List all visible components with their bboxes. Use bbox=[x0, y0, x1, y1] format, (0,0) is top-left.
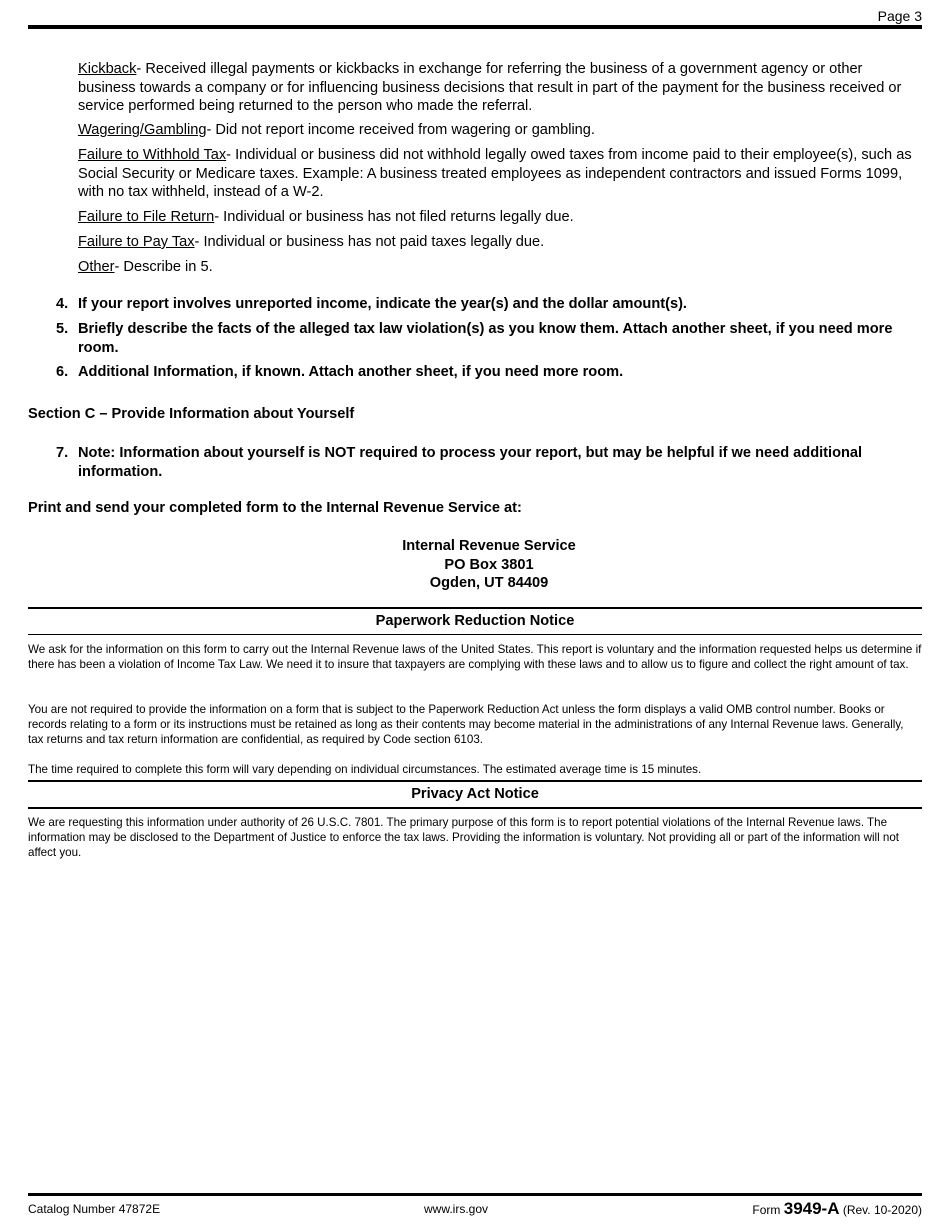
privacy-notice-title: Privacy Act Notice bbox=[411, 786, 539, 802]
definition-failure-to-file bbox=[78, 208, 914, 227]
divider bbox=[28, 807, 922, 809]
question-text: Briefly describe the facts of the alleged tax law violation(s) as you know them. Attach another sheet, if you need more room. bbox=[78, 321, 893, 356]
question-number: 6. bbox=[56, 364, 69, 380]
definition-term: Failure to Pay Tax bbox=[78, 234, 195, 250]
definition-term: Wagering/Gambling bbox=[78, 122, 207, 138]
definition-term: Kickback bbox=[78, 61, 137, 77]
question-number: 7. bbox=[56, 445, 69, 461]
mailing-address bbox=[28, 537, 950, 593]
form-revision: (Rev. 10-2020) bbox=[842, 1203, 922, 1217]
definition-text: - Individual or business did not withhold legally owed taxes from income paid to their employee(s), such as Social Security or Medicare taxes. Example: A business treated employees as independent contractors and issued Forms 1099, with no tax withheld, instead of a W-2. bbox=[78, 147, 912, 200]
question-text: Additional Information, if known. Attach another sheet, if you need more room. bbox=[78, 364, 624, 380]
definition-term: Failure to File Return bbox=[78, 209, 215, 225]
website-link[interactable]: www.irs.gov bbox=[424, 1202, 489, 1216]
paperwork-paragraph: The time required to complete this form will vary depending on individual circumstances. The estimated average time is 15 minutes. bbox=[28, 763, 702, 776]
question-text: Note: Information about yourself is NOT required to process your report, but may be helpful if we need additional information. bbox=[78, 445, 863, 480]
page-footer bbox=[28, 1199, 922, 1219]
definition-text: - Individual or business has not paid taxes legally due. bbox=[194, 234, 545, 250]
definition-failure-to-pay bbox=[78, 233, 914, 252]
divider bbox=[28, 634, 922, 635]
question-5 bbox=[56, 320, 918, 358]
question-6 bbox=[56, 363, 918, 382]
definition-kickback bbox=[78, 60, 914, 116]
definition-text: - Received illegal payments or kickbacks in exchange for referring the business of a government agency or other business towards a company or for influencing business decisions that result in part of the payment for the business received or service performed being returned to the person who made the referral. bbox=[78, 61, 902, 114]
section-c-title: Section C – Provide Information about Yourself bbox=[28, 406, 355, 422]
page-header bbox=[28, 6, 922, 24]
divider bbox=[28, 607, 922, 609]
form-number: 3949-A bbox=[783, 1199, 840, 1218]
address-city: Ogden, UT 84409 bbox=[429, 575, 549, 592]
header-rule bbox=[28, 25, 922, 29]
question-7 bbox=[56, 444, 918, 482]
paperwork-notice-title: Paperwork Reduction Notice bbox=[375, 613, 575, 629]
address-po-box: PO Box 3801 bbox=[444, 556, 534, 573]
definition-text: - Did not report income received from wagering or gambling. bbox=[206, 122, 595, 138]
definition-term: Failure to Withhold Tax bbox=[78, 147, 227, 163]
question-text: If your report involves unreported income, indicate the year(s) and the dollar amount(s). bbox=[78, 296, 687, 312]
form-identifier bbox=[752, 1199, 922, 1219]
paperwork-paragraph: You are not required to provide the information on a form that is subject to the Paperwork Reduction Act unless the form displays a valid OMB control number. Books or records relating to a form or its instructions must be retained as long as their contents may become material in the administrations of any Internal Revenue laws. Generally, tax returns and tax return information are confidential, as required by Code section 6103. bbox=[28, 703, 904, 747]
paperwork-paragraph: We ask for the information on this form to carry out the Internal Revenue laws of the United States. This report is voluntary and the information requested helps us determine if there has been a violation of Income Tax Law. We need it to insure that taxpayers are complying with these laws and to allow us to figure and collect the right amount of tax. bbox=[28, 643, 922, 672]
page-number: Page 3 bbox=[877, 8, 922, 24]
definition-failure-to-withhold bbox=[78, 146, 914, 202]
question-number: 4. bbox=[56, 296, 69, 312]
privacy-paragraph: We are requesting this information under authority of 26 U.S.C. 7801. The primary purpose of this form is to report potential violations of the Internal Revenue laws. The information may be disclosed to the Department of Justice to enforce the tax laws. Providing the information is voluntary. Not providing all or part of the information will not affect you. bbox=[28, 816, 900, 860]
mailing-instruction: Print and send your completed form to the Internal Revenue Service at: bbox=[28, 500, 522, 516]
question-number: 5. bbox=[56, 321, 69, 337]
catalog-number: Catalog Number 47872E bbox=[28, 1202, 161, 1216]
form-label: Form bbox=[752, 1203, 781, 1217]
definition-text: - Individual or business has not filed returns legally due. bbox=[214, 209, 574, 225]
divider bbox=[28, 780, 922, 782]
question-4 bbox=[56, 295, 918, 314]
address-name: Internal Revenue Service bbox=[402, 538, 576, 554]
definition-other bbox=[78, 258, 914, 277]
definition-text: - Describe in 5. bbox=[114, 259, 213, 275]
definition-term: Other bbox=[78, 259, 115, 275]
footer-rule bbox=[28, 1193, 922, 1196]
definition-wagering bbox=[78, 121, 914, 140]
